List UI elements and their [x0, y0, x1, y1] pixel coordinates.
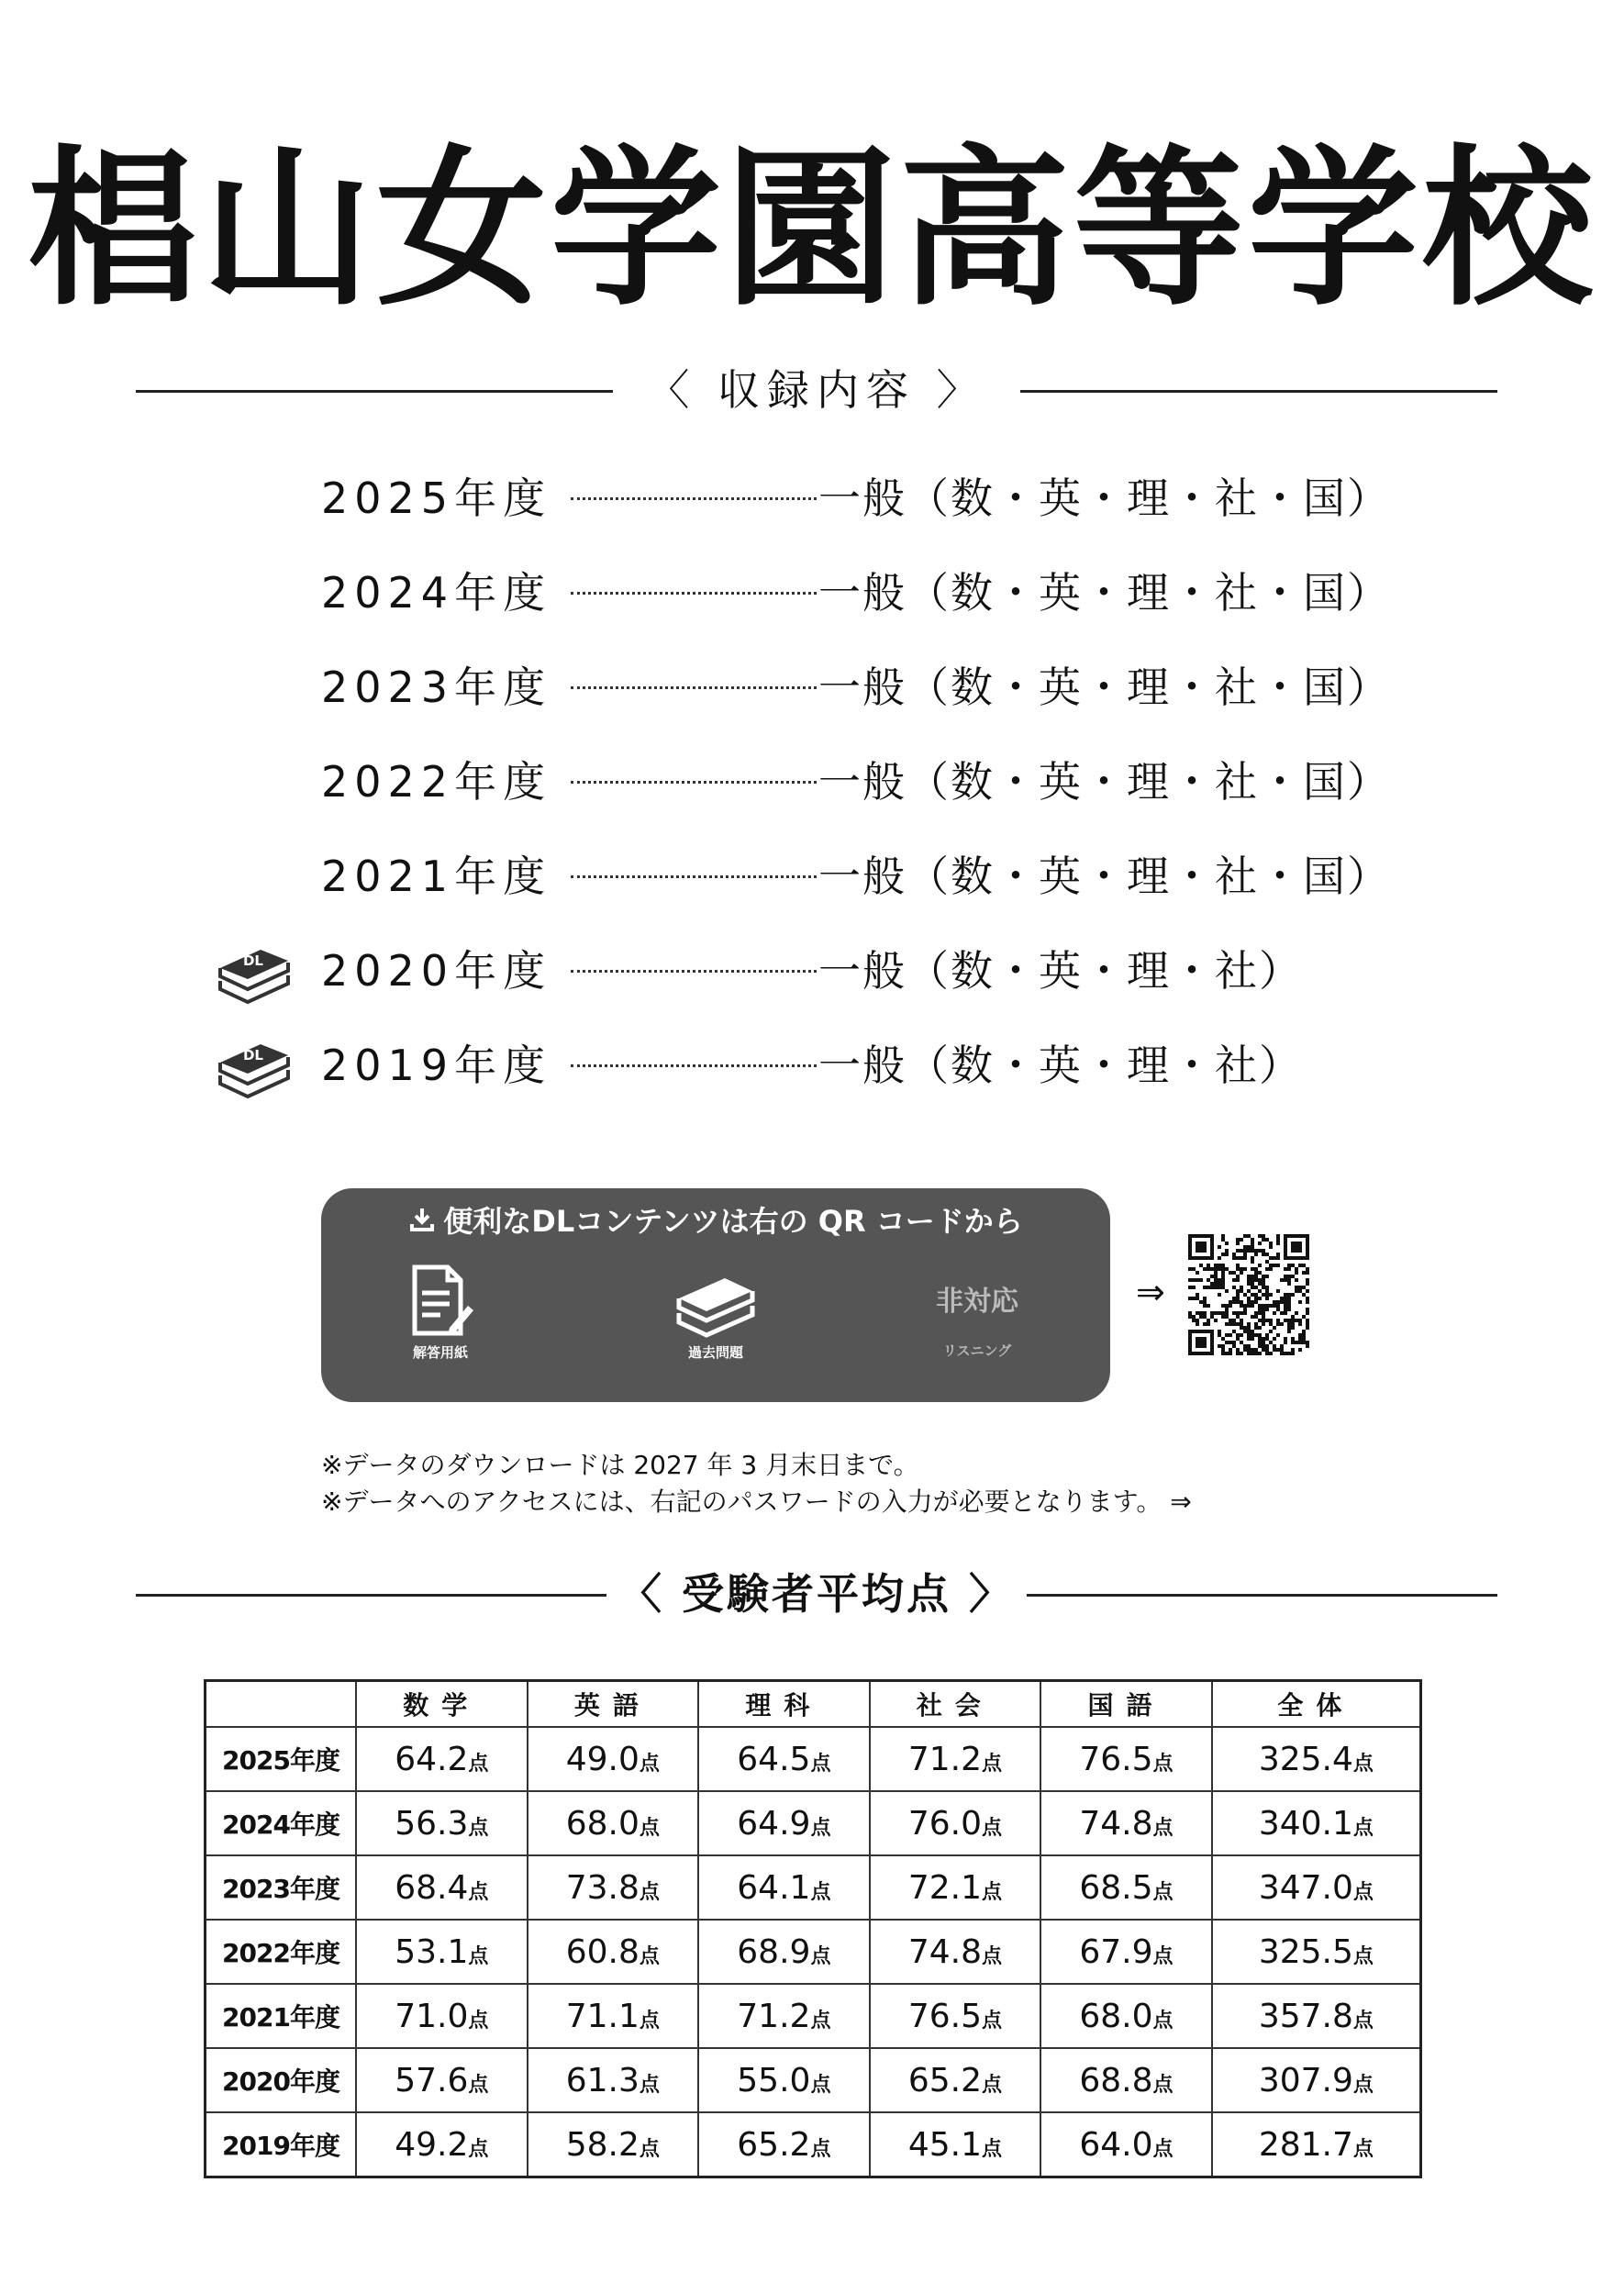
dl-book-icon — [213, 941, 295, 1005]
score-unit: 点 — [639, 2137, 660, 2161]
score-cell — [1040, 1855, 1212, 1920]
score-cell — [1040, 1920, 1212, 1984]
contents-exam: 一般（数・英・理・社・国） — [818, 852, 1391, 901]
score-value: 68.0 — [565, 1804, 640, 1843]
leader-dots — [571, 875, 817, 878]
score-cell — [1040, 2048, 1212, 2112]
score-unit: 点 — [639, 1944, 660, 1968]
score-value: 68.4 — [395, 1868, 469, 1907]
contents-row — [211, 655, 1404, 719]
contents-exam: 一般（数・英・理・社・国） — [818, 663, 1391, 712]
score-unit: 点 — [1152, 1880, 1174, 1904]
row-year: 2023年度 — [206, 1855, 357, 1920]
score-value: 49.0 — [565, 1740, 640, 1778]
score-unit: 点 — [1152, 1816, 1174, 1840]
row-year: 2020年度 — [206, 2048, 357, 2112]
score-unit: 点 — [468, 1752, 489, 1776]
score-unit: 点 — [1352, 1752, 1374, 1776]
score-value: 71.1 — [565, 1997, 640, 2035]
score-value: 71.2 — [907, 1740, 982, 1778]
score-value: 57.6 — [395, 2061, 469, 2099]
score-value: 74.8 — [907, 1932, 982, 1971]
score-unit: 点 — [981, 2137, 1002, 2161]
score-value: 64.0 — [1079, 2125, 1153, 2164]
dl-item-label: 解答用紙 — [412, 1344, 468, 1361]
contents-row — [211, 561, 1404, 625]
table-row — [206, 1727, 1421, 1791]
score-unit: 点 — [810, 2009, 831, 2032]
column-header: 社会 — [870, 1681, 1041, 1728]
score-unit: 点 — [1152, 2073, 1174, 2097]
contents-exam: 一般（数・英・理・社） — [818, 946, 1303, 996]
score-unit: 点 — [639, 2073, 660, 2097]
score-unit: 点 — [639, 2009, 660, 2032]
score-unit: 点 — [468, 2073, 489, 2097]
table-row — [206, 2112, 1421, 2177]
score-value: 357.8 — [1258, 1997, 1353, 2035]
score-cell — [870, 1984, 1041, 2048]
row-year: 2024年度 — [206, 1791, 357, 1855]
arrow-to-qr: ⇒ — [1136, 1272, 1165, 1312]
contents-exam: 一般（数・英・理・社） — [818, 1041, 1303, 1090]
scores-section-header — [136, 1566, 1497, 1621]
score-unit: 点 — [810, 1880, 831, 1904]
contents-year: 2025年度 — [321, 473, 552, 523]
dl-item-label: リスニング — [942, 1342, 1012, 1359]
score-unit: 点 — [981, 1944, 1002, 1968]
score-unit: 点 — [1352, 2009, 1374, 2032]
table-row — [206, 1855, 1421, 1920]
contents-section-header — [136, 362, 1497, 418]
score-value: 71.0 — [395, 1997, 469, 2035]
score-unit: 点 — [468, 1816, 489, 1840]
column-header: 英語 — [528, 1681, 699, 1728]
unsupported-badge: 非対応 — [936, 1286, 1018, 1318]
table-row — [206, 1920, 1421, 1984]
score-cell — [1040, 1727, 1212, 1791]
score-cell — [870, 2048, 1041, 2112]
contents-row — [211, 1033, 1404, 1097]
score-unit: 点 — [981, 2009, 1002, 2032]
score-unit: 点 — [468, 1944, 489, 1968]
book-stack-icon — [670, 1262, 762, 1341]
table-row — [206, 2048, 1421, 2112]
score-value: 64.2 — [395, 1740, 469, 1778]
score-value: 340.1 — [1258, 1804, 1353, 1843]
score-unit: 点 — [1352, 1944, 1374, 1968]
score-value: 68.9 — [737, 1932, 811, 1971]
column-header: 数学 — [356, 1681, 528, 1728]
score-unit: 点 — [981, 1752, 1002, 1776]
score-value: 55.0 — [737, 2061, 811, 2099]
leader-dots — [571, 497, 817, 500]
contents-year: 2021年度 — [321, 852, 552, 901]
score-cell — [1212, 1920, 1421, 1984]
score-cell — [1212, 1791, 1421, 1855]
password-note: ※データへのアクセスには、右記のパスワードの入力が必要となります。 ⇒ — [321, 1487, 1192, 1517]
score-value: 65.2 — [907, 2061, 982, 2099]
score-unit: 点 — [810, 1816, 831, 1840]
score-cell — [528, 1855, 699, 1920]
score-unit: 点 — [1152, 2009, 1174, 2032]
score-value: 49.2 — [395, 2125, 469, 2164]
score-cell — [870, 1791, 1041, 1855]
score-value: 72.1 — [907, 1868, 982, 1907]
download-icon — [408, 1203, 436, 1243]
score-value: 76.5 — [907, 1997, 982, 2035]
score-value: 64.9 — [737, 1804, 811, 1843]
leader-dots — [571, 781, 817, 784]
score-value: 45.1 — [907, 2125, 982, 2164]
score-value: 61.3 — [565, 2061, 640, 2099]
contents-row — [211, 750, 1404, 814]
score-value: 325.5 — [1258, 1932, 1353, 1971]
leader-dots — [571, 592, 817, 595]
score-unit: 点 — [981, 1816, 1002, 1840]
score-unit: 点 — [810, 2137, 831, 2161]
score-value: 281.7 — [1258, 2125, 1353, 2164]
row-year: 2022年度 — [206, 1920, 357, 1984]
score-cell — [356, 2112, 528, 2177]
row-year: 2021年度 — [206, 1984, 357, 2048]
score-unit: 点 — [1152, 1944, 1174, 1968]
column-header: 全体 — [1212, 1681, 1421, 1728]
score-cell — [698, 1920, 870, 1984]
table-corner — [206, 1681, 357, 1728]
table-row — [206, 1791, 1421, 1855]
dl-panel-header: 便利なDLコンテンツは右の QR コードから — [321, 1201, 1110, 1243]
score-value: 60.8 — [565, 1932, 640, 1971]
dl-item-answer-sheet[interactable] — [372, 1262, 509, 1390]
contents-exam: 一般（数・英・理・社・国） — [818, 568, 1391, 618]
contents-year: 2020年度 — [321, 946, 552, 996]
score-value: 68.5 — [1079, 1868, 1153, 1907]
row-year: 2019年度 — [206, 2112, 357, 2177]
score-cell — [870, 1727, 1041, 1791]
score-cell — [698, 1727, 870, 1791]
qr-code[interactable] — [1188, 1234, 1309, 1355]
score-value: 65.2 — [737, 2125, 811, 2164]
score-value: 71.2 — [737, 1997, 811, 2035]
score-value: 67.9 — [1079, 1932, 1153, 1971]
score-cell — [1212, 2048, 1421, 2112]
score-unit: 点 — [981, 2073, 1002, 2097]
score-unit: 点 — [468, 1880, 489, 1904]
score-unit: 点 — [1352, 2073, 1374, 2097]
contents-row — [211, 939, 1404, 1003]
score-unit: 点 — [810, 1944, 831, 1968]
score-unit: 点 — [810, 1752, 831, 1776]
row-year: 2025年度 — [206, 1727, 357, 1791]
score-cell — [528, 2048, 699, 2112]
score-unit: 点 — [1152, 2137, 1174, 2161]
score-unit: 点 — [1352, 1880, 1374, 1904]
score-cell — [1040, 2112, 1212, 2177]
score-cell — [698, 2048, 870, 2112]
score-value: 73.8 — [565, 1868, 640, 1907]
score-cell — [698, 1984, 870, 2048]
table-header-row — [206, 1681, 1421, 1728]
score-cell — [698, 1855, 870, 1920]
contents-exam: 一般（数・英・理・社・国） — [818, 757, 1391, 807]
score-value: 64.1 — [737, 1868, 811, 1907]
score-cell — [870, 1855, 1041, 1920]
leader-dots — [571, 970, 817, 973]
school-title: 椙山女学園高等学校 — [27, 129, 1596, 329]
score-cell — [528, 1791, 699, 1855]
score-value: 74.8 — [1079, 1804, 1153, 1843]
score-cell — [1212, 1984, 1421, 2048]
contents-year: 2023年度 — [321, 663, 552, 712]
score-value: 76.5 — [1079, 1740, 1153, 1778]
column-header: 理科 — [698, 1681, 870, 1728]
score-unit: 点 — [468, 2137, 489, 2161]
score-cell — [356, 1920, 528, 1984]
score-value: 76.0 — [907, 1804, 982, 1843]
score-value: 347.0 — [1258, 1868, 1353, 1907]
score-unit: 点 — [1152, 1752, 1174, 1776]
contents-exam: 一般（数・英・理・社・国） — [818, 473, 1391, 523]
score-cell — [528, 1984, 699, 2048]
score-value: 68.8 — [1079, 2061, 1153, 2099]
score-cell — [528, 2112, 699, 2177]
score-value: 68.0 — [1079, 1997, 1153, 2035]
score-unit: 点 — [810, 2073, 831, 2097]
score-cell — [1040, 1791, 1212, 1855]
score-unit: 点 — [1352, 2137, 1374, 2161]
score-value: 58.2 — [565, 2125, 640, 2164]
score-cell — [1212, 1727, 1421, 1791]
dl-content-panel — [321, 1188, 1110, 1402]
score-cell — [1040, 1984, 1212, 2048]
score-cell — [698, 2112, 870, 2177]
score-unit: 点 — [468, 2009, 489, 2032]
score-cell — [698, 1791, 870, 1855]
score-unit: 点 — [1352, 1816, 1374, 1840]
score-cell — [1212, 2112, 1421, 2177]
score-unit: 点 — [639, 1752, 660, 1776]
dl-label: DL — [242, 952, 264, 969]
dl-item-listening — [908, 1262, 1046, 1390]
contents-year: 2022年度 — [321, 757, 552, 807]
score-cell — [356, 1855, 528, 1920]
contents-header-label: 〈 収録内容 〉 — [634, 365, 998, 415]
contents-year: 2024年度 — [321, 568, 552, 618]
dl-book-icon — [213, 1035, 295, 1099]
score-value: 325.4 — [1258, 1740, 1353, 1778]
score-cell — [528, 1920, 699, 1984]
leader-dots — [571, 1064, 817, 1067]
score-unit: 点 — [639, 1816, 660, 1840]
contents-year: 2019年度 — [321, 1041, 552, 1090]
score-value: 307.9 — [1258, 2061, 1353, 2099]
score-cell — [1212, 1855, 1421, 1920]
score-value: 56.3 — [395, 1804, 469, 1843]
contents-row — [211, 844, 1404, 908]
score-cell — [528, 1727, 699, 1791]
answer-sheet-icon — [404, 1262, 477, 1341]
average-scores-table — [204, 1679, 1422, 2178]
score-cell — [356, 1791, 528, 1855]
contents-row — [211, 466, 1404, 530]
dl-label: DL — [242, 1047, 264, 1063]
score-cell — [356, 1727, 528, 1791]
table-row — [206, 1984, 1421, 2048]
dl-item-label: 過去問題 — [687, 1344, 743, 1361]
score-value: 64.5 — [737, 1740, 811, 1778]
score-unit: 点 — [639, 1880, 660, 1904]
score-cell — [870, 1920, 1041, 1984]
download-deadline-note: ※データのダウンロードは 2027 年 3 月末日まで。 — [321, 1450, 919, 1480]
scores-header-label: 〈 受験者平均点 〉 — [606, 1569, 1027, 1619]
score-cell — [356, 1984, 528, 2048]
score-unit: 点 — [981, 1880, 1002, 1904]
leader-dots — [571, 686, 817, 689]
score-cell — [870, 2112, 1041, 2177]
column-header: 国語 — [1040, 1681, 1212, 1728]
score-value: 53.1 — [395, 1932, 469, 1971]
dl-item-past-exams[interactable] — [647, 1262, 784, 1390]
score-cell — [356, 2048, 528, 2112]
